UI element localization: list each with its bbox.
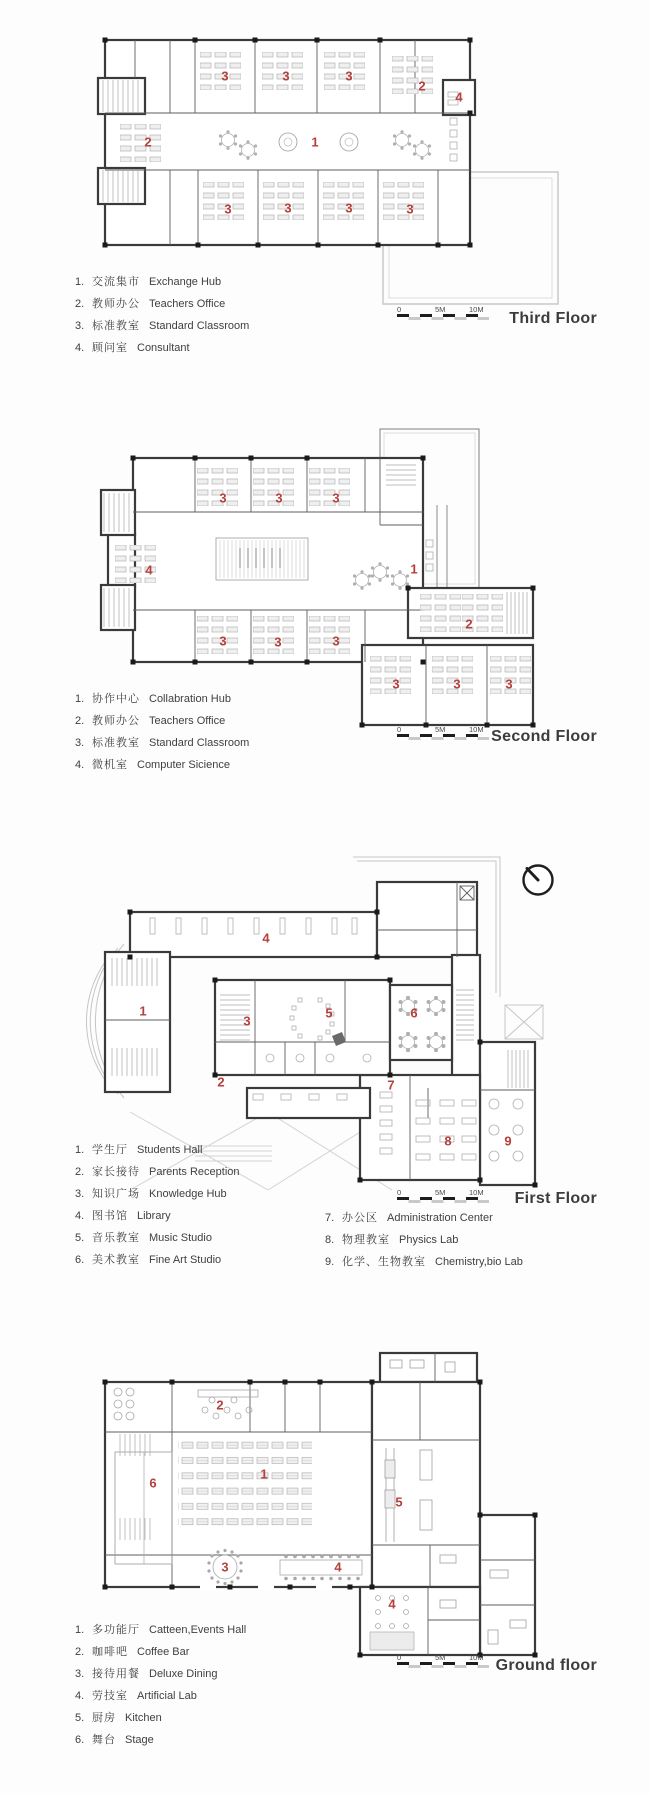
room-number: 1 xyxy=(410,561,418,577)
room-number: 8 xyxy=(444,1133,452,1149)
ground-floor-legend xyxy=(75,1619,246,1751)
room-number: 6 xyxy=(149,1475,157,1491)
walls xyxy=(101,458,533,725)
scale-5m: 5M xyxy=(435,305,446,314)
scale-10m: 10M xyxy=(469,725,484,734)
room-number: 4 xyxy=(388,1596,396,1612)
room-number: 3 xyxy=(345,68,353,84)
scale-0: 0 xyxy=(397,305,402,314)
scale-10m: 10M xyxy=(469,1653,484,1662)
scale-0: 0 xyxy=(397,725,402,734)
room-number: 3 xyxy=(392,676,400,692)
north-arrow-icon xyxy=(524,866,553,895)
room-number: 3 xyxy=(274,634,282,650)
room-number: 4 xyxy=(262,930,270,946)
room-number: 5 xyxy=(395,1494,403,1510)
legend-item: 2. 咖啡吧 Coffee Bar xyxy=(75,1646,190,1658)
legend-item: 4. 劳技室 Artificial Lab xyxy=(75,1690,197,1702)
legend-item: 7. 办公区 Administration Center xyxy=(325,1212,493,1224)
legend-item: 2. 家长接待 Parents Reception xyxy=(75,1166,240,1178)
scale-10m: 10M xyxy=(469,305,484,314)
first-floor-title: First Floor xyxy=(514,1190,597,1207)
room-number: 1 xyxy=(139,1003,147,1019)
room-number: 9 xyxy=(504,1133,512,1149)
room-number: 3 xyxy=(284,200,292,216)
walls xyxy=(98,40,475,245)
legend-item: 9. 化学、生物教室 Chemistry,bio Lab xyxy=(325,1256,523,1268)
legend-item: 2. 教师办公 Teachers Office xyxy=(75,298,226,310)
hall-tables xyxy=(178,1440,312,1532)
room-number: 3 xyxy=(453,676,461,692)
room-number: 2 xyxy=(216,1397,224,1413)
room-number: 3 xyxy=(224,201,232,217)
room-number: 3 xyxy=(505,676,513,692)
room-number: 6 xyxy=(410,1005,418,1021)
legend-item: 5. 音乐教室 Music Studio xyxy=(75,1232,212,1244)
scale-10m: 10M xyxy=(469,1188,484,1197)
scale-0: 0 xyxy=(397,1653,402,1662)
legend-item: 2. 教师办公 Teachers Office xyxy=(75,715,226,727)
room-number: 3 xyxy=(282,68,290,84)
room-number: 4 xyxy=(334,1559,342,1575)
legend-item: 6. 美术教室 Fine Art Studio xyxy=(75,1254,222,1266)
legend-item: 8. 物理教室 Physics Lab xyxy=(325,1234,459,1246)
room-number: 4 xyxy=(145,562,153,578)
legend-item: 4. 微机室 Computer Sicience xyxy=(75,759,230,771)
legend-item: 3. 标准教室 Standard Classroom xyxy=(75,320,250,332)
room-number: 3 xyxy=(345,200,353,216)
legend-item: 4. 顾问室 Consultant xyxy=(75,342,190,354)
room-number: 3 xyxy=(221,68,229,84)
room-number: 5 xyxy=(325,1005,333,1021)
room-number: 3 xyxy=(219,633,227,649)
room-number: 3 xyxy=(219,490,227,506)
second-floor-title: Second Floor xyxy=(491,728,597,745)
room-number: 3 xyxy=(406,201,414,217)
scale-5m: 5M xyxy=(435,1188,446,1197)
room-number: 7 xyxy=(387,1077,395,1093)
legend-item: 4. 图书馆 Library xyxy=(75,1210,171,1222)
room-number: 3 xyxy=(221,1559,229,1575)
room-number: 2 xyxy=(217,1074,225,1090)
first-floor-legend-left xyxy=(75,1139,240,1271)
legend-item: 1. 多功能厅 Catteen,Events Hall xyxy=(75,1624,247,1636)
legend-item: 5. 厨房 Kitchen xyxy=(75,1712,162,1724)
third-floor-title: Third Floor xyxy=(509,310,597,327)
legend-item: 1. 协作中心 Collabration Hub xyxy=(75,693,231,705)
ground-floor-title: Ground floor xyxy=(495,1657,597,1674)
room-number: 3 xyxy=(243,1013,251,1029)
first-floor-legend-right xyxy=(325,1207,523,1273)
room-number: 4 xyxy=(455,89,463,105)
legend-item: 6. 舞台 Stage xyxy=(75,1734,154,1746)
room-number: 1 xyxy=(311,134,319,150)
room-number: 2 xyxy=(465,616,473,632)
room-number: 3 xyxy=(332,490,340,506)
room-number: 2 xyxy=(144,134,152,150)
room-number: 3 xyxy=(275,490,283,506)
legend-item: 3. 接待用餐 Deluxe Dining xyxy=(75,1668,218,1680)
second-floor-legend xyxy=(75,688,249,776)
room-number: 2 xyxy=(418,78,426,94)
legend-item: 3. 知识广场 Knowledge Hub xyxy=(75,1188,227,1200)
third-floor-legend xyxy=(75,271,249,359)
room-number: 1 xyxy=(260,1466,268,1482)
scale-0: 0 xyxy=(397,1188,402,1197)
legend-item: 3. 标准教室 Standard Classroom xyxy=(75,737,250,749)
scale-5m: 5M xyxy=(435,1653,446,1662)
room-number: 3 xyxy=(332,633,340,649)
scale-5m: 5M xyxy=(435,725,446,734)
legend-item: 1. 学生厅 Students Hall xyxy=(75,1144,203,1156)
legend-item: 1. 交流集市 Exchange Hub xyxy=(75,276,222,288)
